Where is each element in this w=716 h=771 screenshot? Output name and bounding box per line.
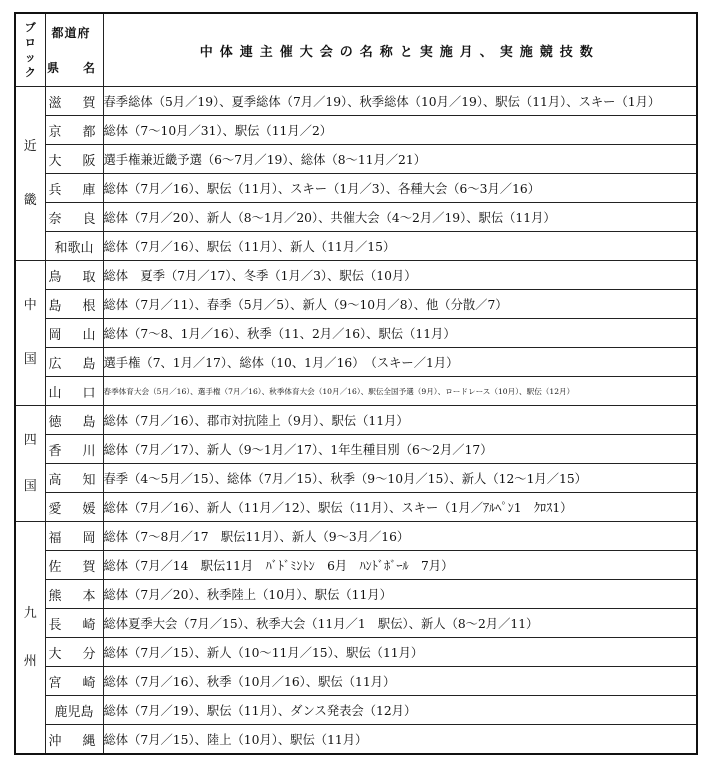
tournament-info: 総体（7月／16）、駅伝（11月）、新人（11月／15）: [103, 232, 697, 261]
prefecture-name: 宮 崎: [45, 667, 103, 696]
table-row: [15, 522, 697, 551]
table-row: [15, 377, 697, 406]
tournament-info: 総体（7～8、1月／16）、秋季（11、2月／16）、駅伝（11月）: [103, 319, 697, 348]
region-chugoku: [15, 261, 45, 406]
tournament-info: 選手権（7、1月／17）、総体（10、1月／16） （スキー／1月）: [103, 348, 697, 377]
region-char: 国: [23, 352, 37, 367]
region-char: 九: [23, 605, 37, 621]
table-row: [15, 203, 697, 232]
tournament-info: 総体（7月／16）、郡市対抗陸上（9月）、駅伝（11月）: [103, 406, 697, 435]
prefecture-name: 滋 賀: [45, 87, 103, 116]
prefecture-name: 徳 島: [45, 406, 103, 435]
table-row: [15, 232, 697, 261]
table-row: [15, 551, 697, 580]
header-title: 中体連主催大会の名称と実施月、実施競技数: [103, 13, 697, 87]
table-row: [15, 580, 697, 609]
region-char: 州: [23, 653, 37, 669]
table-row: [15, 290, 697, 319]
tournament-info: 春季（4～5月／15）、総体（7月／15）、秋季（9～10月／15）、新人（12～1月／15）: [103, 464, 697, 493]
prefecture-name: 京 都: [45, 116, 103, 145]
table-row: [15, 725, 697, 755]
header-block-label: ブロック: [24, 21, 36, 79]
table-row: [15, 145, 697, 174]
prefecture-name: 沖 縄: [45, 725, 103, 755]
prefecture-name: 愛 媛: [45, 493, 103, 522]
tournament-info: 総体（7月／16）、新人（11月／12）、駅伝（11月）、スキー（1月／ｱﾙﾍﾟﾝ1 ｸﾛｽ1）: [103, 493, 697, 522]
header-block: [15, 13, 45, 87]
table-row: [15, 667, 697, 696]
table-row: [15, 319, 697, 348]
tournament-info: 総体（7月／20）、新人（8～1月／20）、共催大会（4～2月／19）、駅伝（11月）: [103, 203, 697, 232]
tournament-info: 選手権兼近畿予選（6～7月／19）、総体（8～11月／21）: [103, 145, 697, 174]
tournament-info: 総体（7月／15）、陸上（10月）、駅伝（11月）: [103, 725, 697, 755]
tournament-info: 総体（7月／16）、秋季（10月／16）、駅伝（11月）: [103, 667, 697, 696]
table-row: [15, 638, 697, 667]
prefecture-name: 和歌山: [45, 232, 103, 261]
header-prefecture: [45, 13, 103, 87]
tournament-info: 総体（7月／17）、新人（9～1月／17）、1年生種目別（6～2月／17）: [103, 435, 697, 464]
tournament-info: 総体（7～8月／17 駅伝11月）、新人（9～3月／16）: [103, 522, 697, 551]
table-row: [15, 464, 697, 493]
prefecture-name: 山 口: [45, 377, 103, 406]
table-row: [15, 116, 697, 145]
table-row: [15, 435, 697, 464]
prefecture-name: 香 川: [45, 435, 103, 464]
prefecture-name: 岡 山: [45, 319, 103, 348]
tournament-info: 総体（7月／16）、駅伝（11月）、スキー（1月／3）、各種大会（6～3月／16）: [103, 174, 697, 203]
table-row: [15, 406, 697, 435]
tournament-info: 総体夏季大会（7月／15）、秋季大会（11月／1 駅伝）、新人（8～2月／11）: [103, 609, 697, 638]
tournament-info: 総体 夏季（7月／17）、冬季（1月／3）、駅伝（10月）: [103, 261, 697, 290]
tournament-info: 総体（7月／15）、新人（10～11月／15）、駅伝（11月）: [103, 638, 697, 667]
prefecture-name: 福 岡: [45, 522, 103, 551]
header-row: [15, 13, 697, 87]
prefecture-name: 島 根: [45, 290, 103, 319]
region-shikoku: [15, 406, 45, 522]
region-kinki: [15, 87, 45, 261]
prefecture-name: 鳥 取: [45, 261, 103, 290]
table-row: [15, 609, 697, 638]
tournament-info: 総体（7～10月／31）、駅伝（11月／2）: [103, 116, 697, 145]
tournament-info: 総体（7月／11）、春季（5月／5）、新人（9～10月／8）、他（分散／7）: [103, 290, 697, 319]
header-prefecture-top: 都道府: [51, 26, 91, 40]
prefecture-name: 熊 本: [45, 580, 103, 609]
table-row: [15, 174, 697, 203]
tournament-info: 春季体育大会（5月／16）、選手権（7月／16）、秋季体育大会（10月／16）、駅伝全国予選（9月）、ロードレース（10月）、駅伝（12月）: [103, 377, 697, 406]
tournament-info: 総体（7月／14 駅伝11月 ﾊﾞﾄﾞﾐﾝﾄﾝ 6月 ﾊﾝﾄﾞﾎﾞｰﾙ 7月）: [103, 551, 697, 580]
region-char: 畿: [23, 192, 37, 208]
tournament-info: 総体（7月／19）、駅伝（11月）、ダンス発表会（12月）: [103, 696, 697, 725]
prefecture-name: 佐 賀: [45, 551, 103, 580]
table-row: [15, 261, 697, 290]
tournament-info: 総体（7月／20）、秋季陸上（10月）、駅伝（11月）: [103, 580, 697, 609]
region-char: 近: [23, 138, 37, 154]
prefecture-name: 高 知: [45, 464, 103, 493]
region-kyushu: [15, 522, 45, 755]
prefecture-name: 長 崎: [45, 609, 103, 638]
prefecture-name: 大 分: [45, 638, 103, 667]
prefecture-name: 兵 庫: [45, 174, 103, 203]
prefecture-name: 大 阪: [45, 145, 103, 174]
tournament-table: [14, 12, 698, 755]
table-row: [15, 696, 697, 725]
header-prefecture-bottom: 県 名: [46, 61, 101, 75]
region-char: 中: [23, 298, 37, 313]
prefecture-name: 奈 良: [45, 203, 103, 232]
table-row: [15, 348, 697, 377]
table-row: [15, 493, 697, 522]
table-row: [15, 87, 697, 116]
prefecture-name: 鹿児島: [45, 696, 103, 725]
prefecture-name: 広 島: [45, 348, 103, 377]
region-char: 四: [23, 432, 37, 448]
region-char: 国: [23, 478, 37, 494]
tournament-info: 春季総体（5月／19）、夏季総体（7月／19）、秋季総体（10月／19）、駅伝（11月）、スキー（1月）: [103, 87, 697, 116]
